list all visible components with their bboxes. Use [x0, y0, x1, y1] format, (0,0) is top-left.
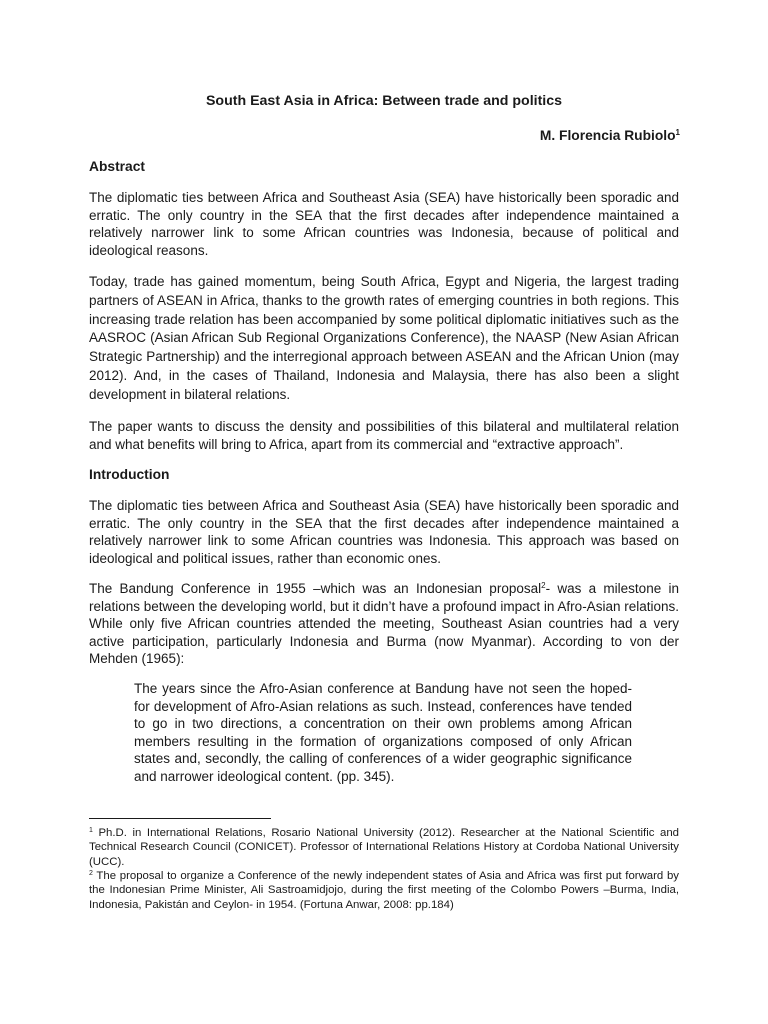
- introduction-paragraph-2-text-continued: - was a milestone in relations between the developing world, but it didn’t have a profound impact in Afro-Asian relations. While only five African countries attended the meeting, Southeast Asian countries had a very active participation, particularly Indonesia and Burma (now Myanmar). According to von der Mehden (1965):: [89, 581, 679, 666]
- introduction-paragraph-2: [89, 580, 679, 668]
- footnote-1-mark: 1: [89, 827, 93, 834]
- author-line: [540, 128, 680, 143]
- block-quote: The years since the Afro-Asian conference at Bandung have not seen the hoped-for development of Afro-Asian relations as such. Instead, conferences have tended to go in two directions, a concentration on their own problems among African members resulting in the formation of organizations composed of only African states and, secondly, the calling of conferences of a wider geographic significance and narrower ideological content. (pp. 345).: [134, 681, 632, 784]
- abstract-paragraph-2: Today, trade has gained momentum, being South Africa, Egypt and Nigeria, the largest trading partners of ASEAN in Africa, thanks to the growth rates of emerging countries in both regions. This increasing trade relation has been accompanied by some political diplomatic initiatives such as the AASROC (Asian African Sub Regional Organizations Conference), the NAASP (New Asian African Strategic Partnership) and the interregional approach between ASEAN and the African Union (may 2012). And, in the cases of Thailand, Indonesia and Malaysia, there has also been a slight development in bilateral relations.: [89, 274, 679, 402]
- footnote-2-text: The proposal to organize a Conference of the newly independent states of Asia and Africa was first put forward by the Indonesian Prime Minister, Ali Sastroamidjojo, during the first meeting of the Colombo Powers –Burma, India, Indonesia, Pakistán and Ceylon- in 1954. (Fortuna Anwar, 2008: pp.184): [89, 870, 679, 911]
- footnote-2-mark: 2: [89, 870, 93, 877]
- introduction-paragraph-2-text: The Bandung Conference in 1955 –which was an Indonesian proposal: [89, 581, 542, 596]
- paper-title: South East Asia in Africa: Between trade and politics: [205, 93, 563, 109]
- footnote-ref-1[interactable]: 1: [675, 128, 680, 137]
- abstract-paragraph-1: The diplomatic ties between Africa and Southeast Asia (SEA) have historically been sporadic and erratic. The only country in the SEA that the first decades after independence maintained a relatively narrower link to some African countries was Indonesia, because of political and ideological reasons.: [89, 190, 679, 258]
- footnote-divider: [89, 818, 271, 819]
- footnote-1: [89, 826, 679, 869]
- author-name: M. Florencia Rubiolo: [539, 128, 676, 143]
- footnote-ref-2[interactable]: 2: [541, 581, 546, 590]
- introduction-heading: Introduction: [89, 467, 170, 482]
- abstract-paragraph-3: The paper wants to discuss the density and possibilities of this bilateral and multilateral relation and what benefits will bring to Africa, apart from its commercial and “extractive approach”.: [89, 419, 679, 452]
- footnote-1-text: Ph.D. in International Relations, Rosario National University (2012). Researcher at the National Scientific and Technical Research Council (CONICET). Professor of International Relations History at Cordoba National University (UCC).: [89, 827, 679, 868]
- footnote-2: [89, 869, 679, 912]
- introduction-paragraph-1: The diplomatic ties between Africa and Southeast Asia (SEA) have historically been sporadic and erratic. The only country in the SEA that the first decades after independence maintained a relatively narrower link to some African countries was Indonesia. This approach was based on ideological and political issues, rather than economic ones.: [89, 498, 679, 566]
- abstract-heading: Abstract: [89, 159, 145, 174]
